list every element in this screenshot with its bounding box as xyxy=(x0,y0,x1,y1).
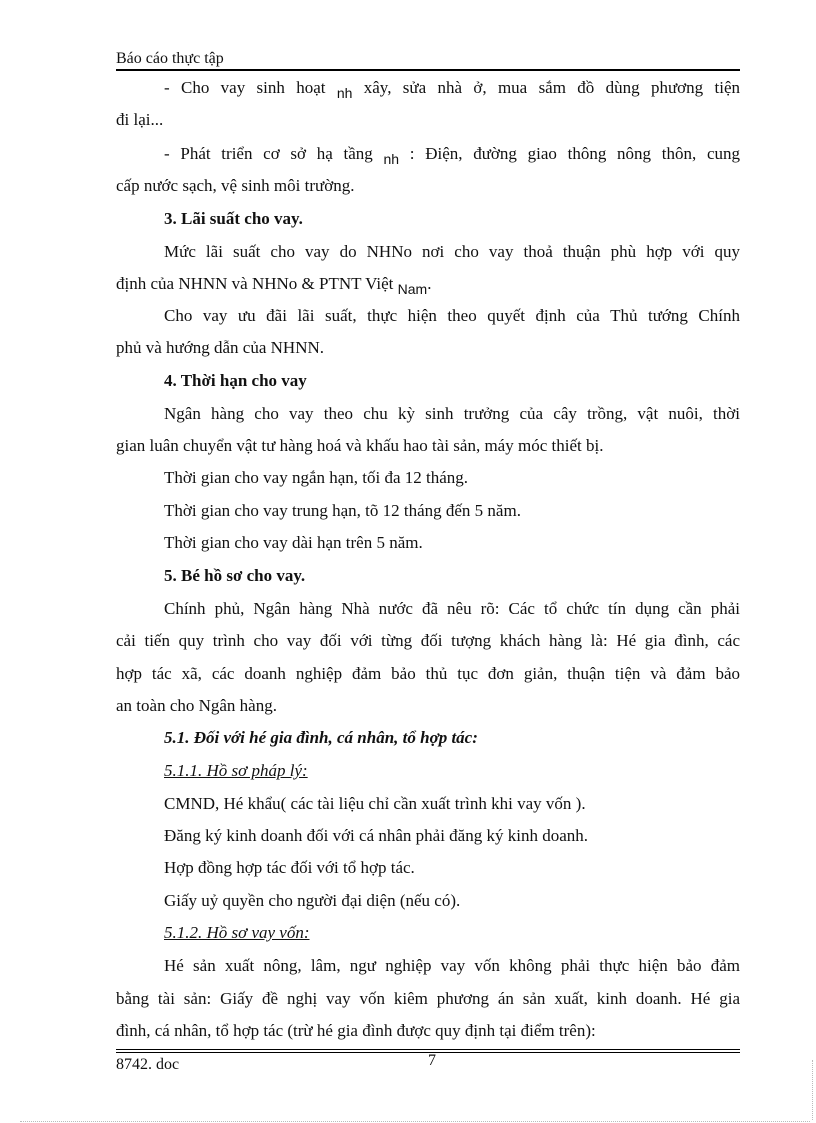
paragraph-line: Đăng ký kinh doanh đối với cá nhân phải đăng ký kinh doanh. xyxy=(164,826,588,845)
paragraph-line: đình, cá nhân, tổ hợp tác (trừ hé gia đình được quy định tại điểm trên): xyxy=(116,1021,596,1040)
paragraph-line: Hé sản xuất nông, lâm, ngư nghiệp vay vốn không phải thực hiện bảo đảm xyxy=(164,956,740,975)
page-border-dotted xyxy=(812,1060,813,1120)
paragraph-line: đi lại... xyxy=(116,110,164,129)
subsubsection-heading: 5.1.2. Hồ sơ vay vốn: xyxy=(164,923,310,942)
page-header-title: Báo cáo thực tập xyxy=(116,50,224,67)
paragraph-line: - Phát triển cơ sở hạ tầng $_{nh}$ : Điện, đường giao thông nông thôn, cung xyxy=(164,144,740,167)
paragraph-line: bằng tài sản: Giấy đề nghị vay vốn kiêm phương án sản xuất, kinh doanh. Hé gia xyxy=(116,989,740,1008)
paragraph-line: Ngân hàng cho vay theo chu kỳ sinh trưởng của cây trồng, vật nuôi, thời xyxy=(164,404,740,423)
paragraph-line: Giấy uỷ quyền cho người đại diện (nếu có). xyxy=(164,891,461,910)
paragraph-line: gian luân chuyển vật tư hàng hoá và khấu hao tài sản, máy móc thiết bị. xyxy=(116,436,604,455)
footer-filename: 8742. doc xyxy=(116,1056,180,1073)
section-heading: 3. Lãi suất cho vay. xyxy=(164,209,303,228)
subsubsection-heading: 5.1.1. Hồ sơ pháp lý: xyxy=(164,761,308,780)
section-heading: 4. Thời hạn cho vay xyxy=(164,371,307,390)
paragraph-line: Thời gian cho vay trung hạn, tõ 12 tháng đến 5 năm. xyxy=(164,501,521,520)
paragraph-line: Mức lãi suất cho vay do NHNo nơi cho vay thoả thuận phù hợp với quy xyxy=(164,242,740,261)
paragraph-line: an toàn cho Ngân hàng. xyxy=(116,696,277,715)
paragraph-line: - Cho vay sinh hoạt $_{nh}$ xây, sửa nhà ở, mua sắm đồ dùng phương tiện xyxy=(164,78,740,101)
footer-rule xyxy=(116,1049,740,1050)
paragraph-line: định của NHNN và NHNo & PTNT Việt $_{Nam}$. xyxy=(116,274,432,297)
paragraph-line: cấp nước sạch, vệ sinh môi trường. xyxy=(116,176,355,195)
paragraph-line: phủ và hướng dẫn của NHNN. xyxy=(116,338,324,357)
page-border-dotted xyxy=(20,1121,810,1122)
page-number: 7 xyxy=(428,1052,436,1069)
paragraph-line: Thời gian cho vay ngắn hạn, tối đa 12 tháng. xyxy=(164,468,469,487)
paragraph-line: hợp tác xã, các doanh nghiệp đảm bảo thủ tục đơn giản, thuận tiện và đảm bảo xyxy=(116,664,740,683)
paragraph-line: Chính phủ, Ngân hàng Nhà nước đã nêu rõ: Các tổ chức tín dụng cần phải xyxy=(164,599,740,618)
paragraph-line: Thời gian cho vay dài hạn trên 5 năm. xyxy=(164,533,423,552)
header-rule xyxy=(116,69,740,71)
section-heading: 5. Bé hồ sơ cho vay. xyxy=(164,566,306,585)
subsection-heading: 5.1. Đối với hé gia đình, cá nhân, tổ hợp tác: xyxy=(164,728,478,747)
paragraph-line: cải tiến quy trình cho vay đối với từng đối tượng khách hàng là: Hé gia đình, các xyxy=(116,631,740,650)
paragraph-line: CMND, Hé khẩu( các tài liệu chỉ cần xuất trình khi vay vốn ). xyxy=(164,794,586,813)
paragraph-line: Cho vay ưu đãi lãi suất, thực hiện theo quyết định của Thủ tướng Chính xyxy=(164,306,740,325)
paragraph-line: Hợp đồng hợp tác đối với tổ hợp tác. xyxy=(164,858,415,877)
